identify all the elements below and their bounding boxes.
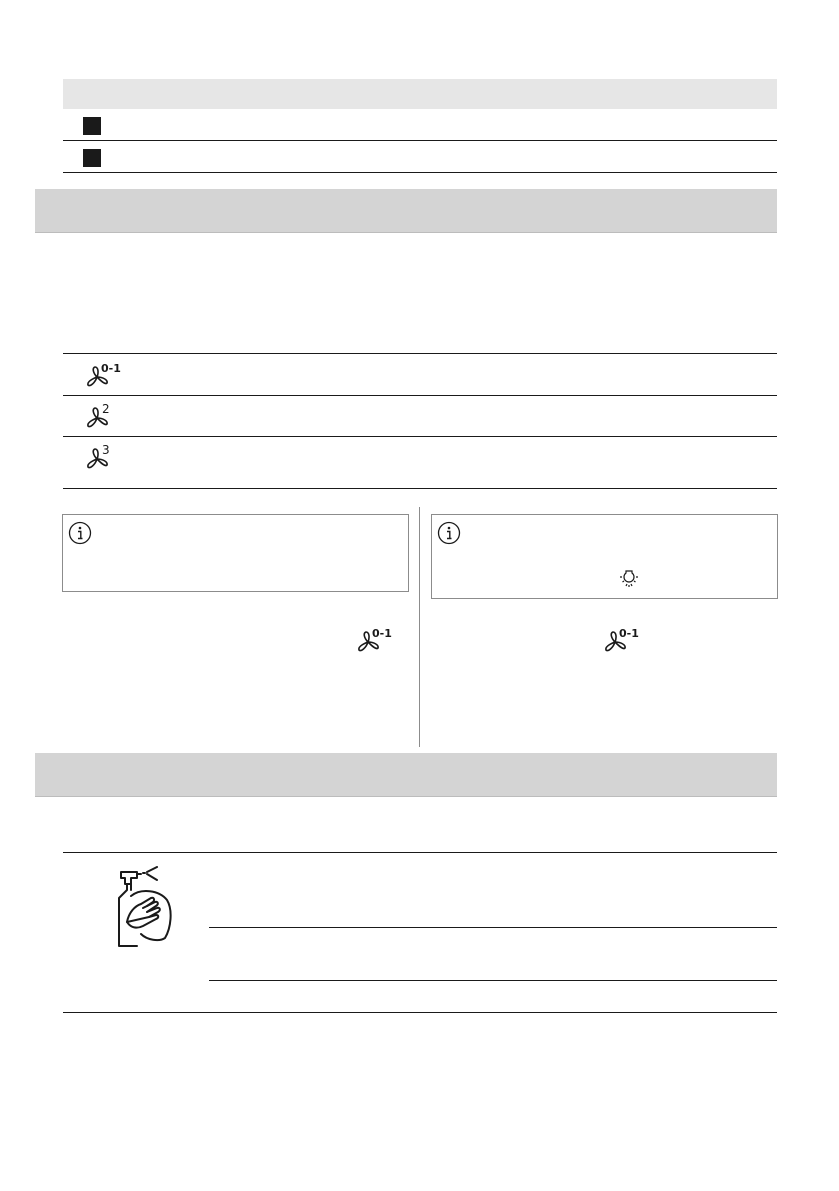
fan-level-row-3 [84,444,144,472]
info-box-left [62,514,409,592]
table-divider [209,927,777,928]
fan-level-label: 0-1 [101,362,121,375]
table-row [63,141,777,173]
section-header-bar [35,753,777,797]
black-square-icon [83,149,101,167]
table-divider [63,436,777,437]
inline-fan-left [355,627,405,655]
info-icon [437,521,461,545]
section-header-bar [35,189,777,233]
table-header-row [63,79,777,109]
fan-level-row-2 [84,403,144,431]
table-row [63,109,777,141]
fan-level-label: 3 [102,443,110,457]
fan-level-label: 0-1 [619,627,639,640]
inline-fan-right [602,627,652,655]
spray-and-cloth-icon [107,866,173,948]
table-divider [63,488,777,489]
light-bulb-icon [618,566,640,588]
fan-level-row-1 [84,362,144,390]
fan-level-label: 2 [102,402,110,416]
table-divider [63,1012,777,1013]
table-divider [63,353,777,354]
table-divider [209,980,777,981]
info-icon [68,521,92,545]
table-divider [63,395,777,396]
info-box-right [431,514,778,599]
black-square-icon [83,117,101,135]
table-divider [63,852,777,853]
column-divider [419,507,420,747]
fan-level-label: 0-1 [372,627,392,640]
